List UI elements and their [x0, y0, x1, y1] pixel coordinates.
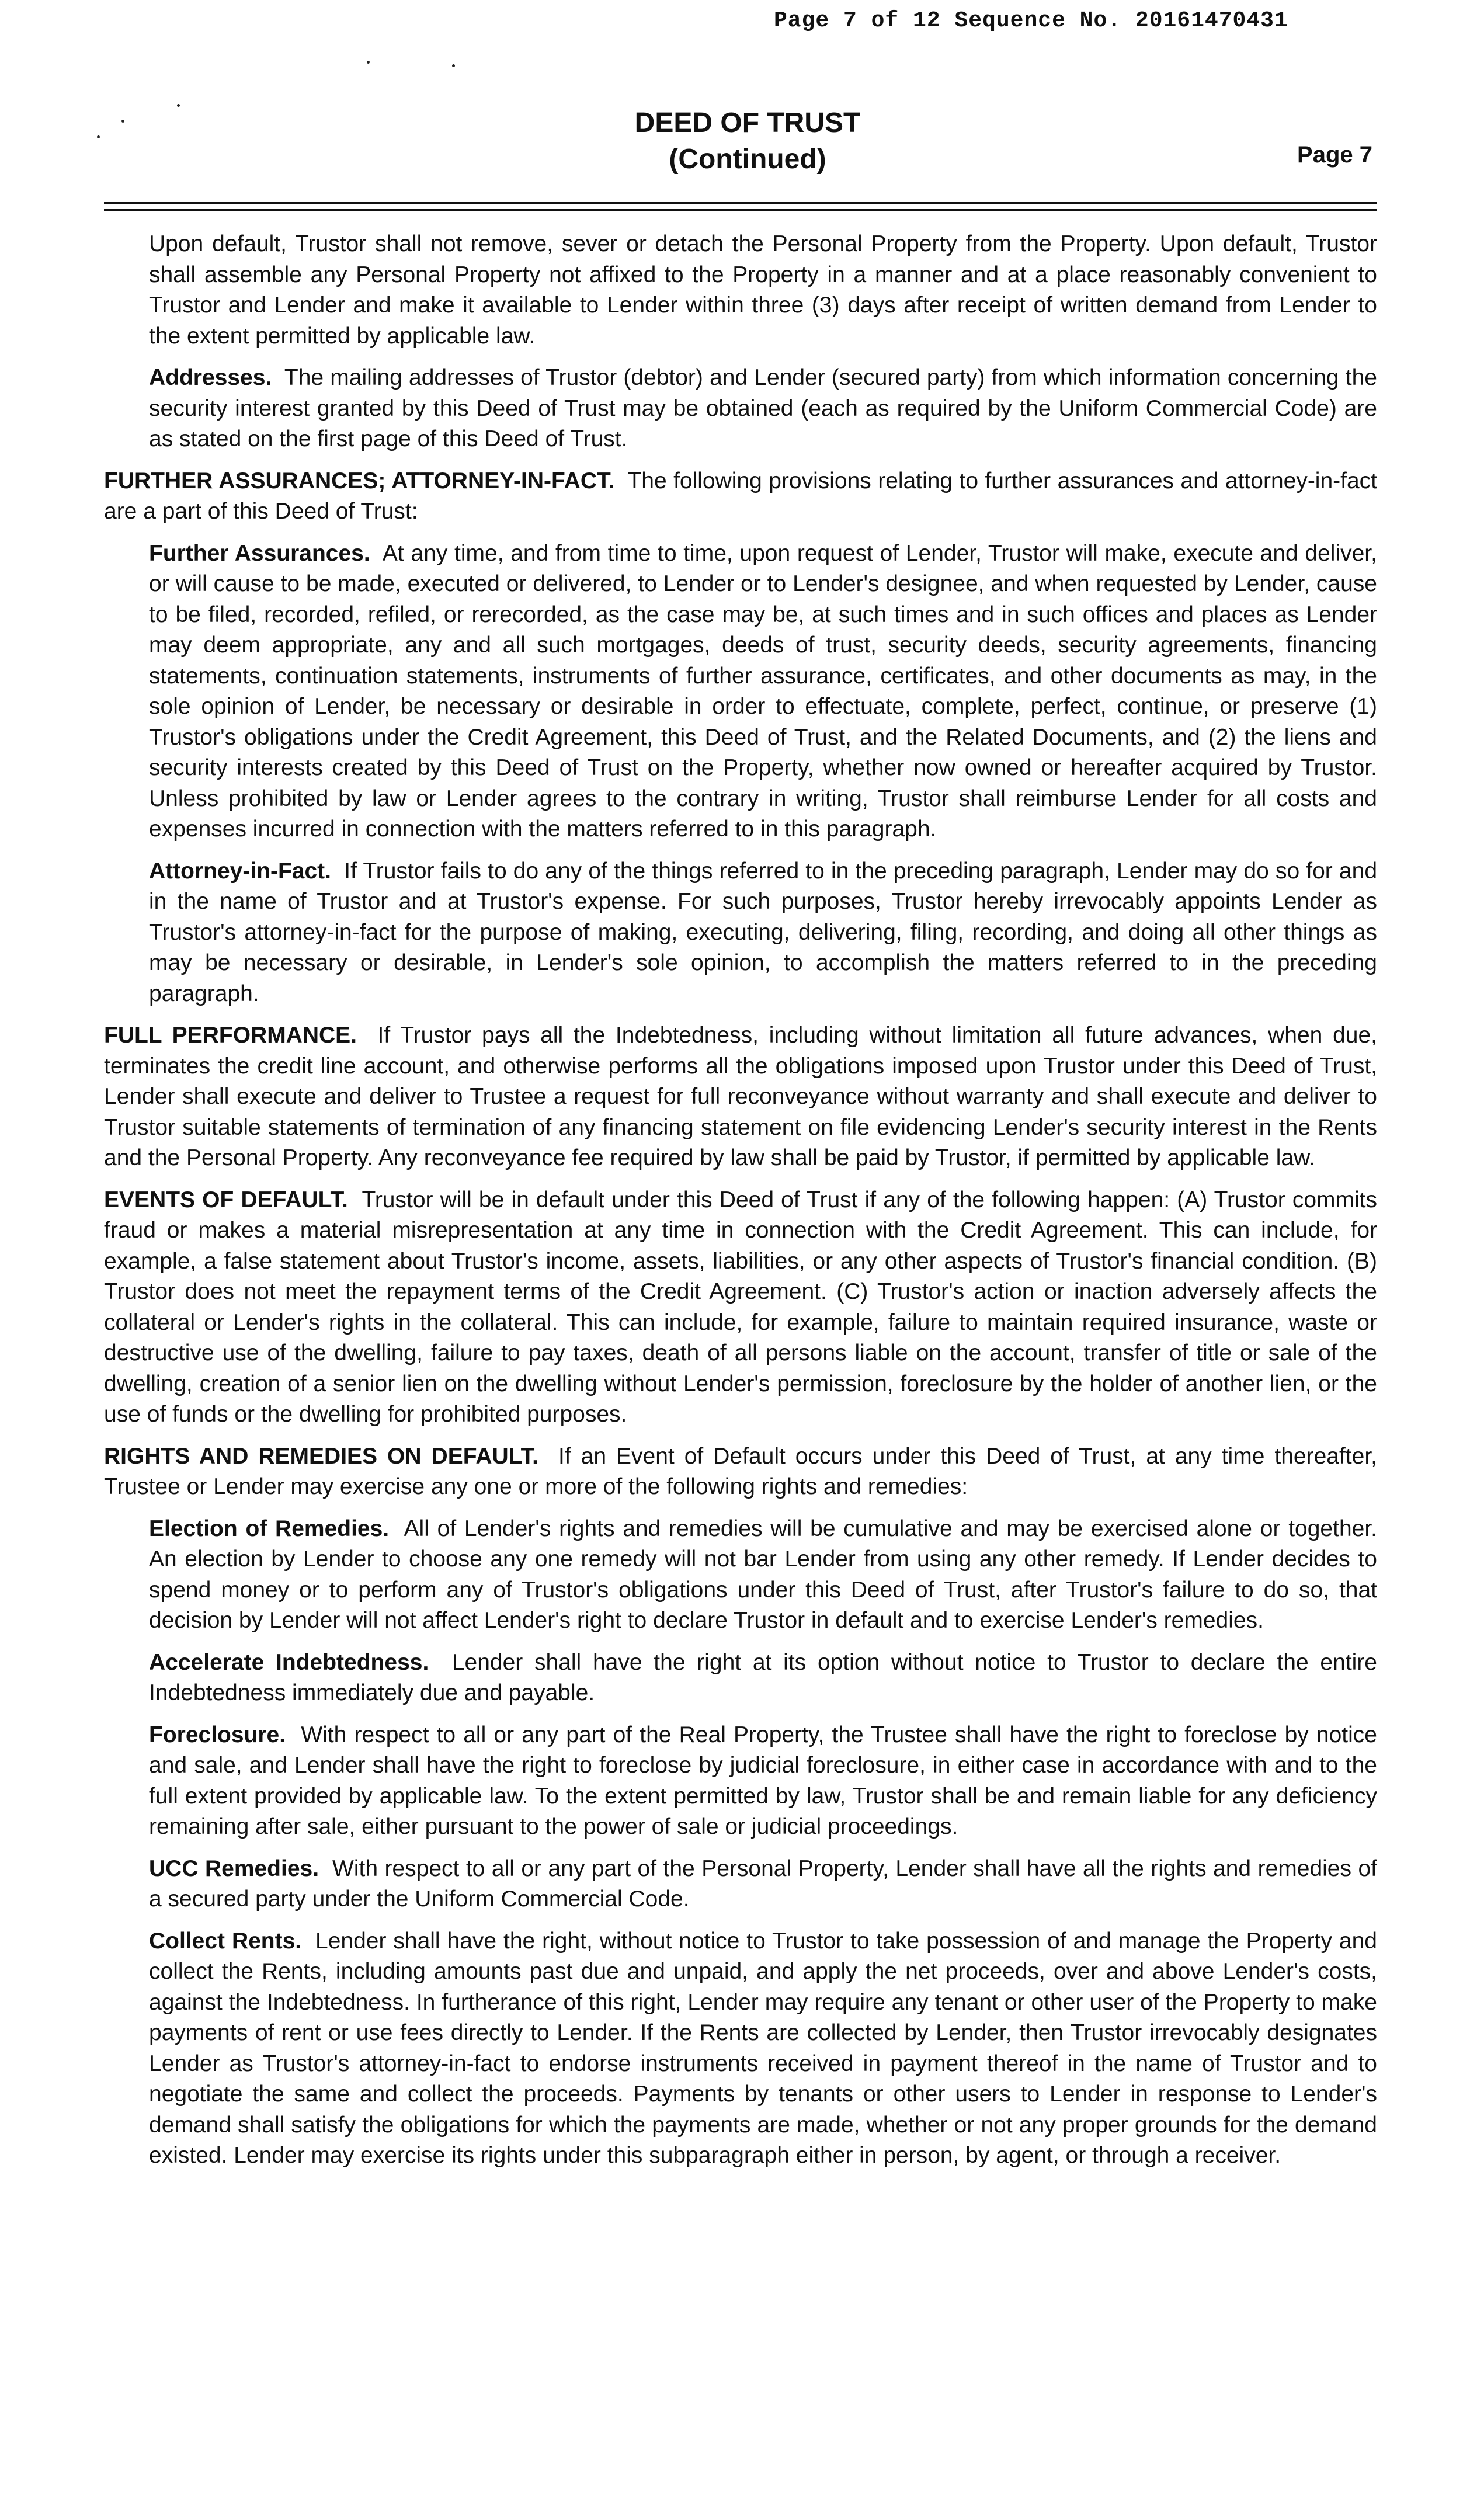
- section-text: The following provisions relating to further assurances and attorney-in-fact are a part of this Deed of Trust:: [104, 468, 1378, 524]
- sequence-number-header: Page 7 of 12 Sequence No. 20161470431: [774, 8, 1288, 33]
- section-full-performance: [104, 1020, 1377, 1174]
- document-body: [104, 229, 1377, 2183]
- section-heading: FULL PERFORMANCE.: [104, 1023, 357, 1048]
- paragraph-further-assurances: [104, 538, 1377, 845]
- page-number: Page 7: [1297, 142, 1372, 168]
- paragraph-text: At any time, and from time to time, upon request of Lender, Trustor will make, execute and deliver, or will cause to be made, executed or delivered, to Lender or to Lender's designee, and when requested by Lender, cause to be filed, recorded, refiled, or rerecorded, as the case may be, at such times and in such offices and places as Lender may deem appropriate, any and all such mortgages, deeds of trust, security deeds, security agreements, financing statements, continuation statements, instruments of further assurance, certificates, and other documents as may, in the sole opinion of Lender, be necessary or desirable in order to effectuate, complete, perfect, continue, or preserve (1) Trustor's obligations under the Credit Agreement, this Deed of Trust, and the Related Documents, and (2) the liens and security interests created by this Deed of Trust on the Property, whether now owned or hereafter acquired by Trustor. Unless prohibited by law or Lender agrees to the contrary in writing, Trustor shall reimburse Lender for all costs and expenses incurred in connection with the matters referred to in this paragraph.: [149, 540, 1377, 842]
- section-heading: EVENTS OF DEFAULT.: [104, 1187, 348, 1212]
- title-line-1: DEED OF TRUST: [634, 107, 861, 138]
- paragraph-heading: Attorney-in-Fact.: [149, 858, 331, 884]
- paragraph-text: All of Lender's rights and remedies will be cumulative and may be exercised alone or together. An election by Lender to choose any one remedy will not bar Lender from using any other remedy. If Lender decides to spend money or to perform any of Trustor's obligations under this Deed of Trust, after Trustor's failure to do so, that decision by Lender will not affect Lender's right to declare Trustor in default and to exercise Lender's remedies.: [149, 1516, 1377, 1633]
- paragraph-accelerate-indebtedness: [104, 1648, 1377, 1709]
- paragraph-foreclosure: [104, 1720, 1377, 1843]
- section-rights-and-remedies: [104, 1441, 1377, 1503]
- section-events-of-default: [104, 1185, 1377, 1430]
- section-text: If an Event of Default occurs under this Deed of Trust, at any time thereafter, Trustee or Lender may exercise any one or more of the following rights and remedies:: [104, 1443, 1378, 1499]
- paragraph-text: With respect to all or any part of the Real Property, the Trustee shall have the right to foreclose by notice and sale, and Lender shall have the right to foreclose by judicial foreclosure, in either case in accordance with and to the full extent provided by applicable law. To the extent permitted by law, Trustor shall be and remain liable for any deficiency remaining after sale, either pursuant to the power of sale or judicial proceedings.: [149, 1722, 1377, 1839]
- section-text: Trustor will be in default under this Deed of Trust if any of the following happen: (A) Trustor commits fraud or makes a material misrepresentation at any time in connection with the Credit Agreement. This can include, for example, a false statement about Trustor's income, assets, liabilities, or any other aspects of Trustor's financial condition. (B) Trustor does not meet the repayment terms of the Credit Agreement. (C) Trustor's action or inaction adversely affects the collateral or Lender's rights in the collateral. This can include, for example, failure to maintain required insurance, waste or destructive use of the dwelling, failure to pay taxes, death of all persons liable on the account, transfer of title or sale of the dwelling, creation of a senior lien on the dwelling without Lender's permission, foreclosure by the holder of another lien, or the use of funds or the dwelling for prohibited purposes.: [104, 1187, 1377, 1427]
- paragraph-heading: UCC Remedies.: [149, 1855, 319, 1881]
- paragraph-heading: Foreclosure.: [149, 1722, 286, 1747]
- paragraph-heading: Election of Remedies.: [149, 1516, 390, 1541]
- paragraph-text: With respect to all or any part of the Personal Property, Lender shall have all the rights and remedies of a secured party under the Uniform Commercial Code.: [149, 1855, 1377, 1912]
- scan-speck: [177, 104, 180, 107]
- scan-speck: [367, 61, 370, 64]
- header-rule-top: [104, 202, 1377, 204]
- section-text: If Trustor pays all the Indebtedness, including without limitation all future advances, when due, terminates the credit line account, and otherwise performs all the obligations imposed upon Trustor under this Deed of Trust, Lender shall execute and deliver to Trustee a request for full reconveyance without warranty and shall execute and deliver to Trustor suitable statements of termination of any financing statement on file evidencing Lender's security interest in the Rents and the Personal Property. Any reconveyance fee required by law shall be paid by Trustor, if permitted by applicable law.: [104, 1023, 1378, 1170]
- paragraph-heading: Further Assurances.: [149, 540, 370, 566]
- paragraph-text: Lender shall have the right at its option without notice to Trustor to declare the entire Indebtedness immediately due and payable.: [149, 1649, 1377, 1705]
- header-rule-bottom: [104, 209, 1377, 211]
- paragraph-text: If Trustor fails to do any of the things referred to in the preceding paragraph, Lender may do so for and in the name of Trustor and at Trustor's expense. For such purposes, Trustor hereby irrevocably appoints Lender as Trustor's attorney-in-fact for the purpose of making, executing, delivering, filing, recording, and doing all other things as may be necessary or desirable, in Lender's sole opinion, to accomplish the matters referred to in the preceding paragraph.: [149, 858, 1378, 1006]
- paragraph-ucc-remedies: [104, 1854, 1377, 1915]
- paragraph-text: The mailing addresses of Trustor (debtor) and Lender (secured party) from which information concerning the security interest granted by this Deed of Trust may be obtained (each as required by the Uniform Commercial Code) are as stated on the first page of this Deed of Trust.: [149, 365, 1377, 451]
- section-heading: RIGHTS AND REMEDIES ON DEFAULT.: [104, 1443, 538, 1469]
- scan-speck: [452, 64, 455, 67]
- paragraph-heading: Addresses.: [149, 365, 272, 390]
- paragraph-personal-property: [104, 229, 1377, 352]
- paragraph-text: Upon default, Trustor shall not remove, sever or detach the Personal Property from the Property. Upon default, Trustor shall assemble any Personal Property not affixed to the Property in a manner and at a place reasonably convenient to Trustor and Lender and make it available to Lender within three (3) days after receipt of written demand from Lender to the extent permitted by applicable law.: [149, 231, 1377, 349]
- section-heading: FURTHER ASSURANCES; ATTORNEY-IN-FACT.: [104, 468, 615, 494]
- paragraph-text: Lender shall have the right, without notice to Trustor to take possession of and manage the Property and collect the Rents, including amounts past due and unpaid, and apply the net proceeds, over and above Lender's costs, against the Indebtedness. In furtherance of this right, Lender may require any tenant or other user of the Property to make payments of rent or use fees directly to Lender. If the Rents are collected by Lender, then Trustor irrevocably designates Lender as Trustor's attorney-in-fact to endorse instruments received in payment thereof in the name of Trustor and to negotiate the same and collect the proceeds. Payments by tenants or other users to Lender in response to Lender's demand shall satisfy the obligations for which the payments are made, whether or not any proper grounds for the demand existed. Lender may exercise its rights under this subparagraph either in person, by agent, or through a receiver.: [149, 1928, 1377, 2168]
- paragraph-heading: Accelerate Indebtedness.: [149, 1649, 429, 1675]
- paragraph-heading: Collect Rents.: [149, 1928, 302, 1954]
- paragraph-election-of-remedies: [104, 1514, 1377, 1636]
- title-line-2: (Continued): [669, 144, 826, 175]
- section-further-assurances: [104, 466, 1377, 527]
- scan-speck: [97, 135, 100, 138]
- paragraph-collect-rents: [104, 1926, 1377, 2171]
- document-title: [526, 105, 969, 178]
- paragraph-addresses: [104, 363, 1377, 455]
- scan-speck: [121, 120, 124, 123]
- paragraph-attorney-in-fact: [104, 856, 1377, 1010]
